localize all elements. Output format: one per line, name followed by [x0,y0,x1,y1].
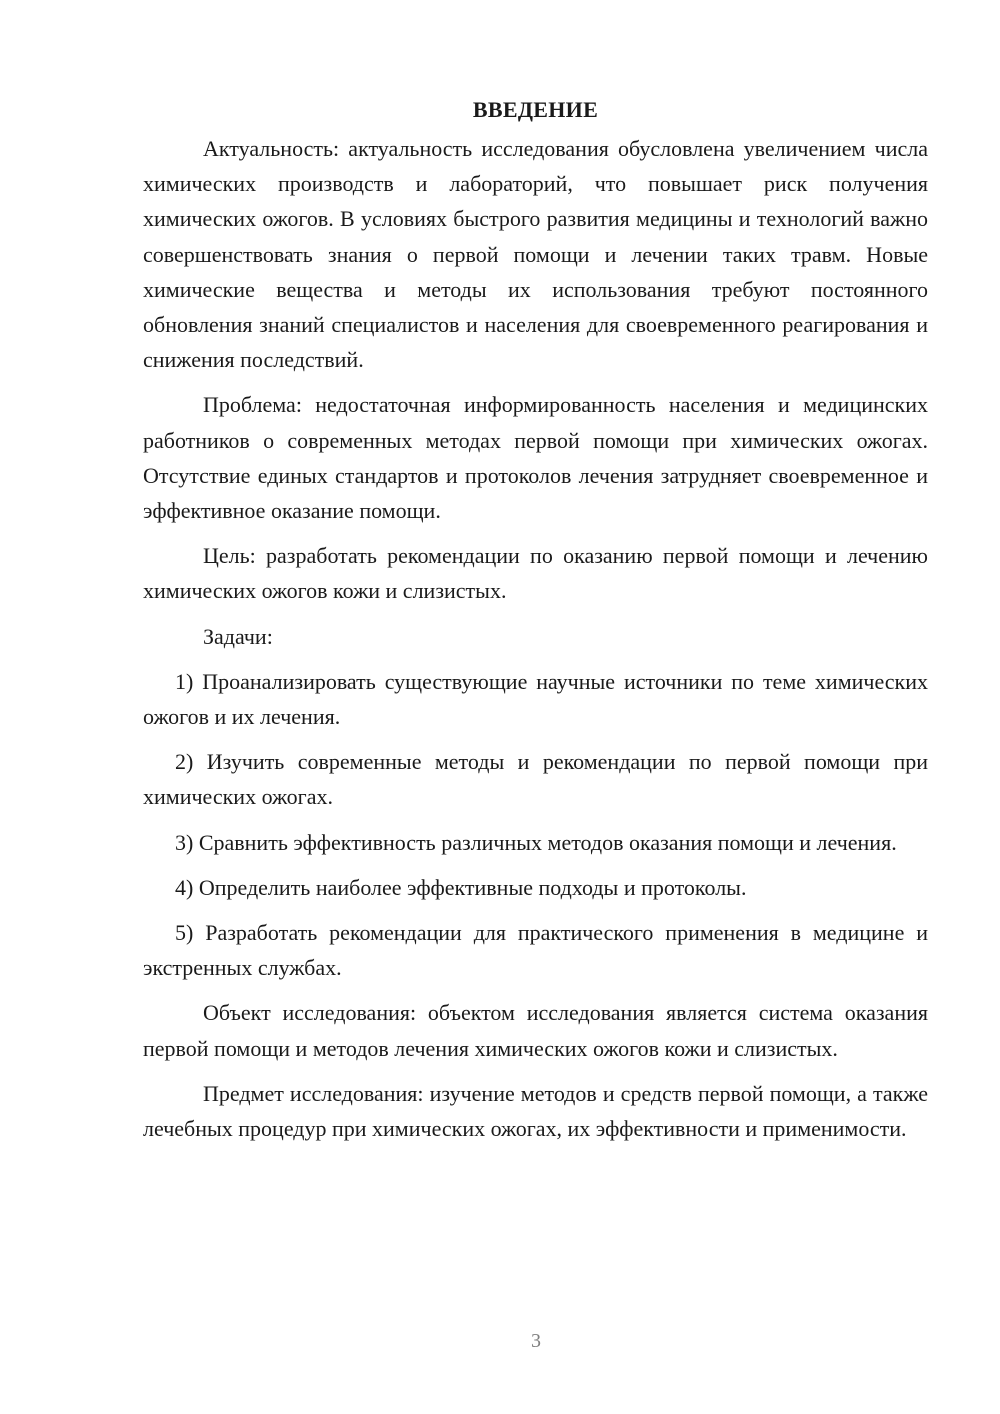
relevance-paragraph: Актуальность: актуальность исследования обусловлена увеличением числа химических производств и лабораторий, что повышает риск получения химических ожогов. В условиях быстрого развития медицины и технологий важно совершенствовать знания о первой помощи и лечении таких травм. Новые химические вещества и методы их использования требуют постоянного обновления знаний специалистов и населения для своевременного реагирования и снижения последствий. [143,136,928,373]
task-item-3: 3) Сравнить эффективность различных методов оказания помощи и лечения. [175,829,897,855]
task-item-2: 2) Изучить современные методы и рекомендации по первой помощи при химических ожогах. [143,749,928,810]
problem-paragraph: Проблема: недостаточная информированность населения и медицинских работников о современных методах первой помощи при химических ожогах. Отсутствие единых стандартов и протоколов лечения затрудняет своевременное и эффективное оказание помощи. [143,392,928,524]
task-item-4: 4) Определить наиболее эффективные подходы и протоколы. [175,874,747,900]
object-paragraph: Объект исследования: объектом исследования является система оказания первой помощи и методов лечения химических ожогов кожи и слизистых. [143,1000,928,1061]
document-page [143,92,928,1156]
subject-paragraph: Предмет исследования: изучение методов и средств первой помощи, а также лечебных процедур при химических ожогах, их эффективности и применимости. [143,1080,928,1142]
section-title: ВВЕДЕНИЕ [472,97,599,122]
page-number: 3 [531,1330,541,1352]
goal-paragraph: Цель: разработать рекомендации по оказанию первой помощи и лечению химических ожогов кожи и слизистых. [143,543,928,604]
task-item-1: 1) Проанализировать существующие научные источники по теме химических ожогов и их лечения. [143,668,928,730]
task-item-5: 5) Разработать рекомендации для практического применения в медицине и экстренных службах. [143,920,928,981]
tasks-heading: Задачи: [203,623,273,649]
